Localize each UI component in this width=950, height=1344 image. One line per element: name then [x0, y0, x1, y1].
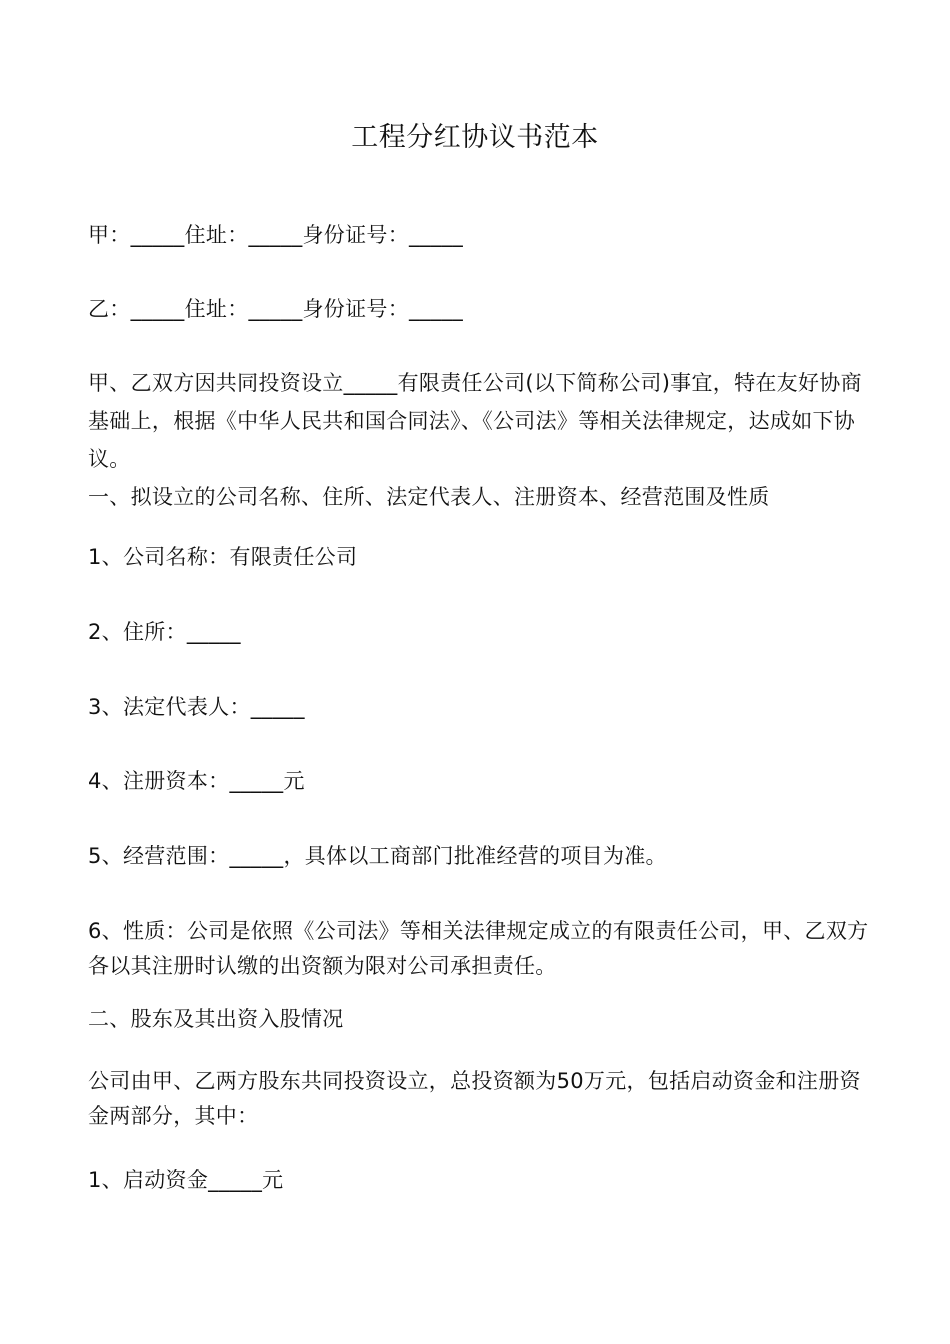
clause-company-name: 1、公司名称：有限责任公司: [88, 545, 358, 569]
preamble-paragraph: 甲、乙双方因共同投资设立_____有限责任公司(以下简称公司)事宜，特在友好协商基础上，根据《中华人民共和国合同法》、《公司法》等相关法律规定，达成如下协议。: [88, 371, 862, 471]
clause-legal-representative: 3、法定代表人：_____: [88, 695, 305, 719]
section-1-heading: 一、拟设立的公司名称、住所、法定代表人、注册资本、经营范围及性质: [88, 485, 770, 509]
clause-startup-funds: 1、启动资金_____元: [88, 1168, 284, 1192]
document-title: 工程分红协议书范本: [351, 122, 599, 153]
clause-address: 2、住所：_____: [88, 620, 241, 644]
clause-business-scope: 5、经营范围：_____，具体以工商部门批准经营的项目为准。: [88, 844, 667, 868]
party-b-line: 乙：_____住址：_____身份证号：_____: [88, 297, 463, 321]
clause-nature: 6、性质：公司是依照《公司法》等相关法律规定成立的有限责任公司，甲、乙双方各以其注册时认缴的出资额为限对公司承担责任。: [88, 919, 869, 978]
party-a-line: 甲：_____住址：_____身份证号：_____: [88, 223, 463, 247]
investment-paragraph: 公司由甲、乙两方股东共同投资设立，总投资额为50万元，包括启动资金和注册资金两部分，其中：: [88, 1069, 861, 1128]
section-2-heading: 二、股东及其出资入股情况: [88, 1007, 344, 1031]
clause-registered-capital: 4、注册资本：_____元: [88, 769, 305, 793]
